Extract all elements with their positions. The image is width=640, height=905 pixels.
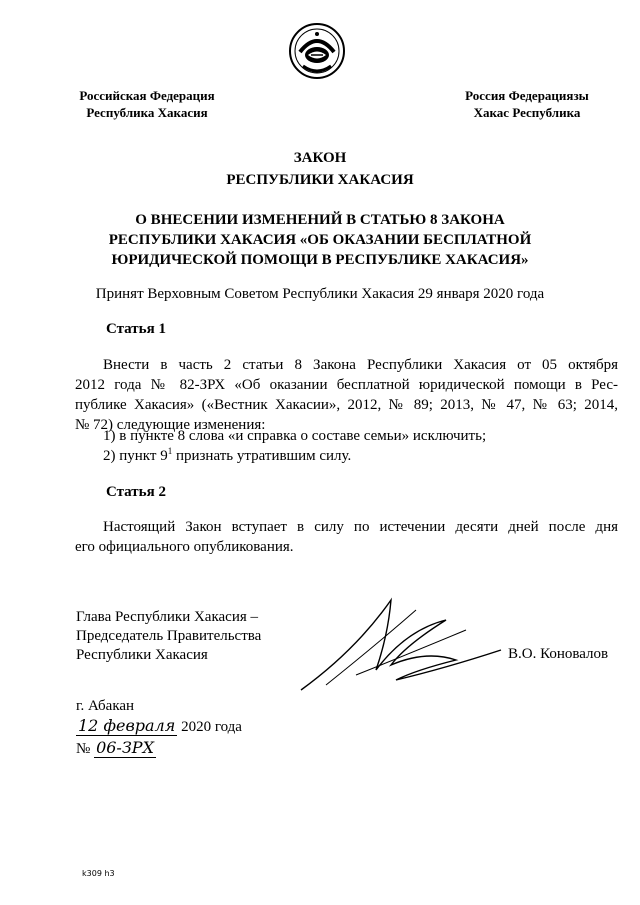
header-left-line: Российская Федерация: [79, 88, 215, 103]
article-1-line: Внести в часть 2 статьи 8 Закона Республики Хакасия от 05 октября: [103, 357, 618, 373]
article-1-heading: Статья 1: [106, 321, 166, 337]
number-prefix: №: [76, 741, 95, 757]
article-1-line: № 72) следующие изменения:: [75, 417, 266, 433]
law-number: [76, 738, 156, 758]
signatory-position: [76, 608, 261, 665]
header-right: [448, 87, 606, 121]
article-2-line: его официального опубликования.: [75, 539, 294, 555]
law-subject-title: [104, 210, 536, 270]
item-2-suffix: признать утратившим силу.: [172, 448, 352, 464]
document-authority: РЕСПУБЛИКИ ХАКАСИЯ: [226, 172, 414, 188]
subject-line: РЕСПУБЛИКИ ХАКАСИЯ «ОБ ОКАЗАНИИ БЕСПЛАТНОЙ: [108, 232, 532, 248]
date-suffix: 2020 года: [177, 719, 242, 735]
header-right-line: Хакас Республика: [473, 105, 581, 120]
article-1-line: 2012 года № 82-ЗРХ «Об оказании бесплатной юридической помощи в Рес-: [75, 377, 618, 393]
position-line: Республики Хакасия: [76, 647, 208, 663]
handwritten-date: 12 февраля: [78, 716, 176, 735]
signatory-name: В.О. Коновалов: [508, 646, 609, 662]
article-2-heading: Статья 2: [106, 484, 166, 500]
document-type: ЗАКОН: [293, 150, 347, 166]
article-1-body: [75, 355, 618, 435]
header-left-line: Республика Хакасия: [86, 105, 208, 120]
position-line: Глава Республики Хакасия –: [76, 609, 259, 625]
article-1-line: публике Хакасия» («Вестник Хакасии», 2012, № 89; 2013, № 47, № 63; 2014,: [75, 397, 618, 413]
position-line: Председатель Правительства: [76, 628, 262, 644]
place-of-signing: г. Абакан: [76, 698, 135, 714]
item-2-superscript: 1: [167, 446, 173, 456]
header-left: [62, 87, 232, 121]
adoption-note: Принят Верховным Советом Республики Хакасия 29 января 2020 года: [95, 286, 545, 302]
handwritten-signature: [296, 590, 506, 700]
article-2-line: Настоящий Закон вступает в силу по истечении десяти дней после дня: [103, 519, 618, 535]
coat-of-arms-emblem: [288, 22, 346, 80]
amendment-item-2: [103, 448, 351, 465]
amendment-item-1: 1) в пункте 8 слова «и справка о составе семьи» исключить;: [103, 428, 487, 444]
article-2-body: [75, 517, 618, 557]
subject-line: ЮРИДИЧЕСКОЙ ПОМОЩИ В РЕСПУБЛИКЕ ХАКАСИЯ»: [111, 252, 529, 268]
item-2-prefix: 2) пункт 9: [103, 448, 168, 464]
header-right-line: Россия Федерациязы: [465, 88, 589, 103]
signing-date: [76, 716, 242, 736]
subject-line: О ВНЕСЕНИИ ИЗМЕНЕНИЙ В СТАТЬЮ 8 ЗАКОНА: [135, 212, 505, 228]
footer-code: k309 h3: [82, 869, 115, 878]
handwritten-number: 06-ЗРХ: [96, 738, 154, 757]
